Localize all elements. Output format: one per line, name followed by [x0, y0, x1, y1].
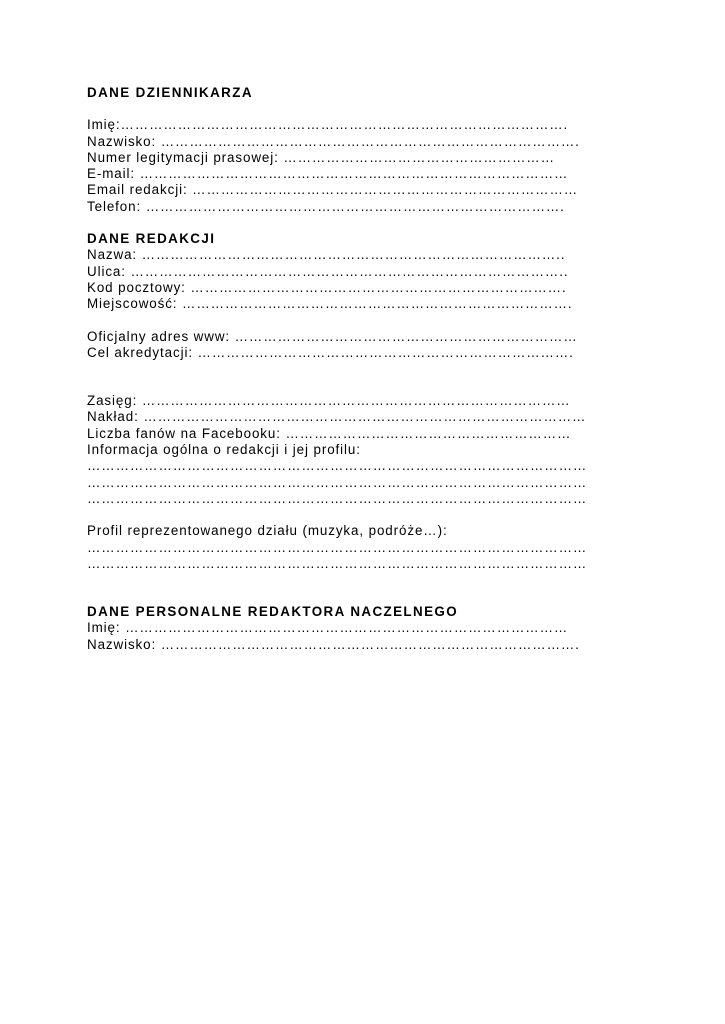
- blank-line: ……………………………………………………………………………………………: [87, 555, 588, 571]
- field-email: E-mail: ………………………………………………………………………………: [87, 166, 569, 182]
- field-reach: Zasięg: ………………………………………………………………………………: [87, 393, 571, 409]
- field-general-info-label: Informacja ogólna o redakcji i jej profilu:: [87, 442, 361, 458]
- field-city: Miejscowość: ……………………………………………………………………….: [87, 296, 573, 312]
- field-postal-code: Kod pocztowy: …………………………………………………………………….: [87, 279, 567, 295]
- section-heading: DANE PERSONALNE REDAKTORA NACZELNEGO: [87, 604, 459, 620]
- field-accreditation-purpose: Cel akredytacji: …………………………………………………………………….: [87, 344, 574, 360]
- section-heading: DANE REDAKCJI: [87, 231, 216, 247]
- field-circulation: Nakład: …………………………………………………………………………………: [87, 409, 587, 425]
- field-facebook-fans: Liczba fanów na Facebooku: ……………………………………………………: [87, 425, 572, 441]
- field-last-name: Nazwisko: …………………………………………………………………………….: [87, 133, 580, 149]
- blank-line: ……………………………………………………………………………………………: [87, 458, 588, 474]
- section-journalist: [87, 85, 647, 215]
- field-department-profile-label: Profil reprezentowanego działu (muzyka, podróże…):: [87, 523, 448, 539]
- blank-line: ……………………………………………………………………………………………: [87, 490, 588, 506]
- blank-line: ……………………………………………………………………………………………: [87, 474, 588, 490]
- field-editorial-email: Email redakcji: ………………………………………………………………………: [87, 182, 579, 198]
- field-press-card-number: Numer legitymacji prasowej: …………………………………………………: [87, 149, 555, 165]
- field-last-name: Nazwisko: …………………………………………………………………………….: [87, 636, 580, 652]
- section-editor-in-chief: [87, 604, 647, 653]
- form-document: [87, 85, 647, 653]
- blank-line: ……………………………………………………………………………………………: [87, 539, 588, 555]
- field-phone: Telefon: …………………………………………………………………………….: [87, 198, 565, 214]
- section-heading: DANE DZIENNIKARZA: [87, 85, 253, 100]
- field-first-name: Imię:………………………………………………………………………………….: [87, 117, 569, 133]
- field-first-name: Imię: …………………………………………………………………………………: [87, 620, 569, 636]
- field-name: Nazwa: ……………………………………………………………………………..: [87, 247, 566, 263]
- field-website: Oficjalny adres www: ………………………………………………………………: [87, 328, 578, 344]
- field-street: Ulica: ………………………………………………………………………………..: [87, 263, 569, 279]
- section-editorial-office: [87, 231, 647, 572]
